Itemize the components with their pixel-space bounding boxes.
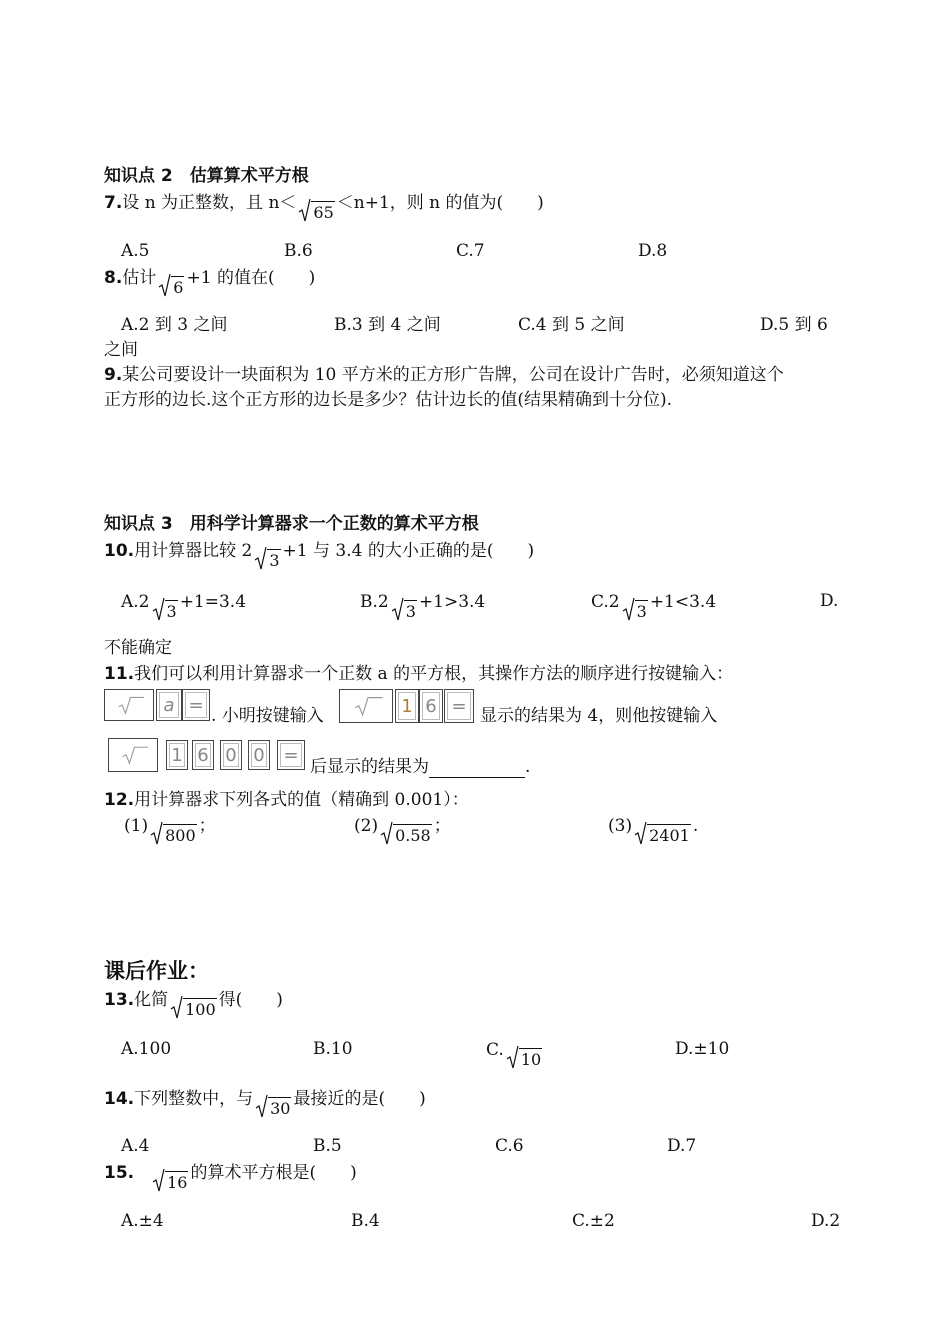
- question-10: 10.用计算器比较 2 3 +1 与 3.4 的大小正确的是( ): [104, 541, 535, 570]
- option-b: B.4: [351, 1211, 380, 1231]
- question-8: 8.估计 6 +1 的值在( ): [104, 268, 316, 297]
- equals-key: =: [182, 689, 210, 721]
- option-b: B.10: [313, 1039, 353, 1059]
- option-a: A.2 3 +1=3.4: [121, 592, 247, 621]
- q12-part-1: (1) 800 ；: [124, 816, 216, 845]
- question-15: 15. 16 的算术平方根是( ): [104, 1163, 357, 1192]
- key-6: 6: [192, 740, 214, 770]
- key-0: 0: [248, 740, 270, 770]
- equals-key: =: [277, 740, 305, 770]
- homework-title: 课后作业：: [104, 959, 209, 983]
- sqrt-icon: [348, 693, 384, 719]
- q11-text3: 后显示的结果为 .: [310, 757, 531, 777]
- option-a: A.5: [121, 241, 150, 261]
- q12-part-2: (2) 0.58 ；: [354, 816, 451, 845]
- sqrt-expression: 30: [255, 1097, 291, 1118]
- q11-text2: 显示的结果为 4，则他按键输入: [480, 706, 718, 726]
- option-c: C.4 到 5 之间: [518, 315, 625, 335]
- sqrt-icon: [116, 742, 150, 768]
- key-6: 6: [419, 689, 443, 723]
- option-a: A.100: [121, 1039, 172, 1059]
- option-b: B.3 到 4 之间: [334, 315, 441, 335]
- option-d: D.: [820, 591, 839, 611]
- sqrt-expression: 6: [158, 276, 184, 297]
- option-b: B.6: [284, 241, 313, 261]
- option-b: B.2 3 +1>3.4: [360, 592, 486, 621]
- option-c: C. 10: [486, 1040, 542, 1069]
- question-9-line2: 正方形的边长.这个正方形的边长是多少？估计边长的值(结果精确到十分位).: [104, 390, 673, 410]
- option-c: C.6: [495, 1136, 524, 1156]
- question-9: 9.某公司要设计一块面积为 10 平方米的正方形广告牌，公司在设计广告时，必须知道这个: [104, 365, 784, 385]
- option-b: B.5: [313, 1136, 342, 1156]
- sqrt-key: [339, 689, 393, 723]
- option-d-wrap: 不能确定: [104, 638, 172, 658]
- option-a: A.2 到 3 之间: [121, 315, 228, 335]
- option-d: D.8: [638, 241, 668, 261]
- question-7: 7.设 n 为正整数，且 n＜ 65 ＜n+1，则 n 的值为( ): [104, 193, 544, 222]
- sqrt-key: [108, 738, 158, 772]
- option-c: C.±2: [572, 1211, 615, 1231]
- sqrt-expression: 0.58: [380, 824, 432, 845]
- sqrt-expression: 800: [150, 824, 197, 845]
- option-c: C.2 3 +1<3.4: [591, 592, 717, 621]
- sqrt-expression: 3: [152, 600, 178, 621]
- question-14: 14.下列整数中，与 30 最接近的是( ): [104, 1089, 426, 1118]
- answer-blank: [429, 761, 525, 778]
- option-c: C.7: [456, 241, 485, 261]
- sqrt-expression: 16: [152, 1171, 188, 1192]
- q12-part-3: (3) 2401 .: [608, 816, 699, 845]
- section-title: 知识点 2 估算算术平方根: [104, 166, 309, 186]
- option-d: D.5 到 6: [760, 315, 828, 335]
- question-12: 12.用计算器求下列各式的值（精确到 0.001）：: [104, 790, 469, 810]
- question-13: 13.化简 100 得( ): [104, 990, 283, 1019]
- key-1: 1: [395, 689, 419, 723]
- question-11: 11.我们可以利用计算器求一个正数 a 的平方根，其操作方法的顺序进行按键输入：: [104, 664, 734, 684]
- sqrt-icon: [112, 693, 146, 717]
- key-1: 1: [166, 740, 188, 770]
- key-a: a: [156, 689, 182, 721]
- option-d-wrap: 之间: [104, 340, 138, 360]
- sqrt-expression: 65: [298, 201, 334, 222]
- key-0: 0: [220, 740, 242, 770]
- sqrt-expression: 3: [254, 549, 280, 570]
- sqrt-expression: 10: [506, 1048, 542, 1069]
- q11-text1: . 小明按键输入: [211, 706, 324, 726]
- option-d: D.7: [667, 1136, 697, 1156]
- section-title: 知识点 3 用科学计算器求一个正数的算术平方根: [104, 514, 479, 534]
- option-a: A.4: [121, 1136, 150, 1156]
- option-a: A.±4: [121, 1211, 164, 1231]
- equals-key: =: [444, 689, 474, 723]
- sqrt-expression: 100: [170, 998, 217, 1019]
- sqrt-expression: 2401: [634, 824, 691, 845]
- sqrt-expression: 3: [391, 600, 417, 621]
- sqrt-key: [104, 689, 154, 721]
- sqrt-expression: 3: [622, 600, 648, 621]
- option-d: D.2: [811, 1211, 841, 1231]
- option-d: D.±10: [675, 1039, 730, 1059]
